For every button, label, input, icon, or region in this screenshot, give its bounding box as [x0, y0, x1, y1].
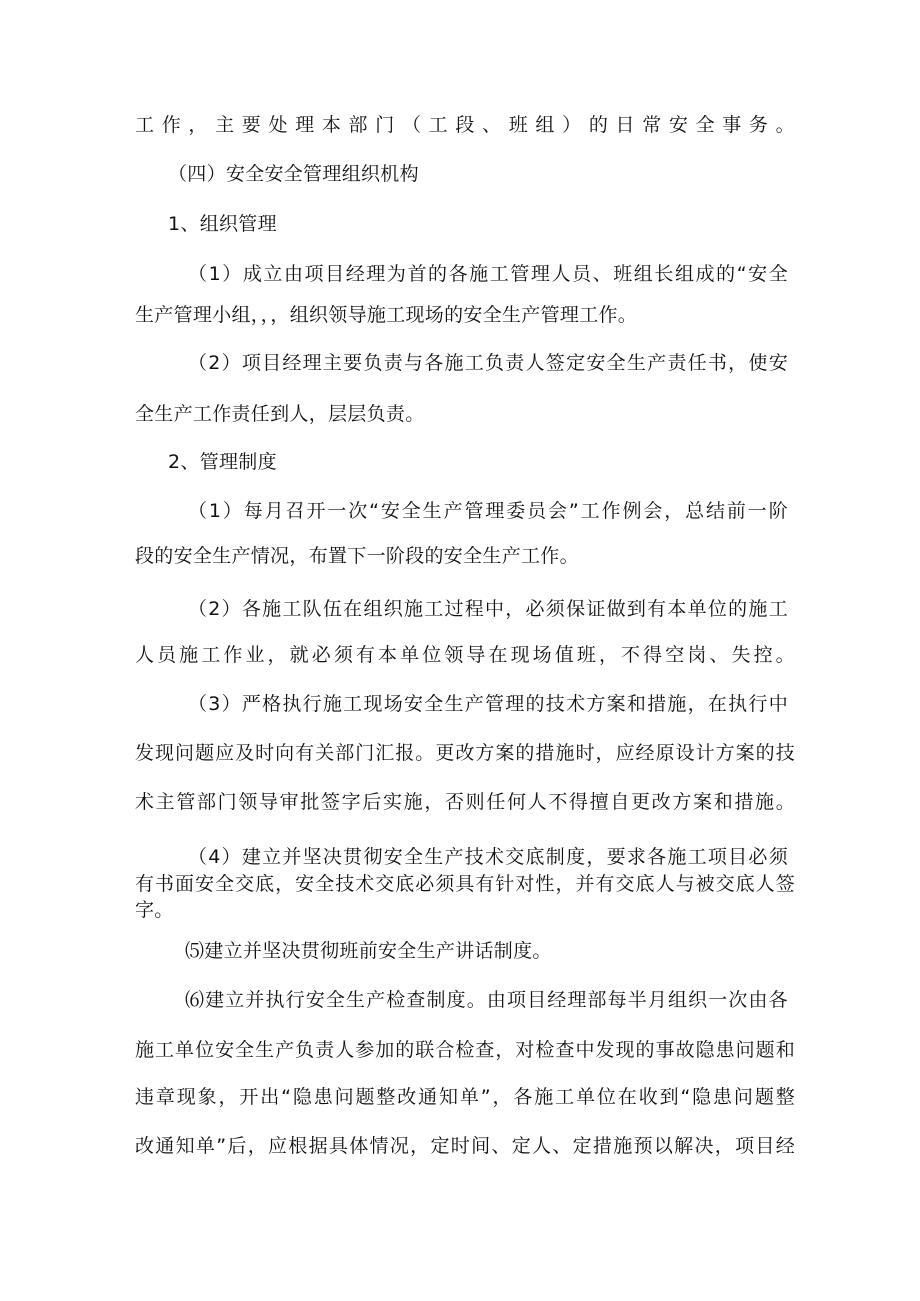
- paragraph-line: 段的安全生产情况，布置下一阶段的安全生产工作。: [135, 545, 579, 567]
- paragraph-line: 施工单位安全生产负责人参加的联合检查，对检查中发现的事故隐患问题和: [135, 1039, 795, 1061]
- paragraph-line: 生产管理小组，，，组织领导施工现场的安全生产管理工作。: [135, 304, 638, 326]
- paragraph-line: （4）建立并坚决贯彻安全生产技术交底制度，要求各施工项目必须: [188, 846, 788, 868]
- paragraph-line: ⑸建立并坚决贯彻班前安全生产讲话制度。: [185, 940, 552, 962]
- paragraph-line: （1）每月召开一次“安全生产管理委员会”工作例会，总结前一阶: [188, 500, 788, 522]
- paragraph-line: （2）项目经理主要负责与各施工负责人签定安全生产责任书，使安: [188, 352, 788, 374]
- paragraph-line: 有书面安全交底，安全技术交底必须具有针对性，并有交底人与被交底人签: [135, 873, 795, 895]
- paragraph-line: 人员施工作业，就必须有本单位领导在现场值班，不得空岗、失控。: [135, 644, 795, 666]
- paragraph-line: （1）成立由项目经理为首的各施工管理人员、班组长组成的“安全: [188, 263, 788, 285]
- paragraph-line: 违章现象，开出“隐患问题整改通知单”，各施工单位在收到“隐患问题整: [135, 1086, 795, 1108]
- paragraph-line: （3）严格执行施工现场安全生产管理的技术方案和措施，在执行中: [188, 693, 788, 715]
- subsection-heading: 2、管理制度: [168, 451, 277, 473]
- paragraph-line: 字。: [135, 899, 174, 921]
- subsection-heading: 1、组织管理: [168, 213, 277, 235]
- paragraph-line: 发现问题应及时向有关部门汇报。更改方案的措施时，应经原设计方案的技: [135, 742, 795, 764]
- paragraph-line: 改通知单”后，应根据具体情况，定时间、定人、定措施预以解决，项目经: [135, 1135, 795, 1157]
- paragraph-line: 术主管部门领导审批签字后实施，否则任何人不得擅自更改方案和措施。: [135, 791, 795, 813]
- paragraph-line: 工作，主要处理本部门（工段、班组）的日常安全事务。: [135, 114, 795, 136]
- paragraph-line: ⑹建立并执行安全生产检查制度。由项目经理部每半月组织一次由各: [185, 989, 788, 1011]
- paragraph-line: （2）各施工队伍在组织施工过程中，必须保证做到有本单位的施工: [188, 598, 788, 620]
- paragraph-line: 全生产工作责任到人，层层负责。: [135, 403, 425, 425]
- section-heading: （四）安全安全管理组织机构: [168, 163, 419, 185]
